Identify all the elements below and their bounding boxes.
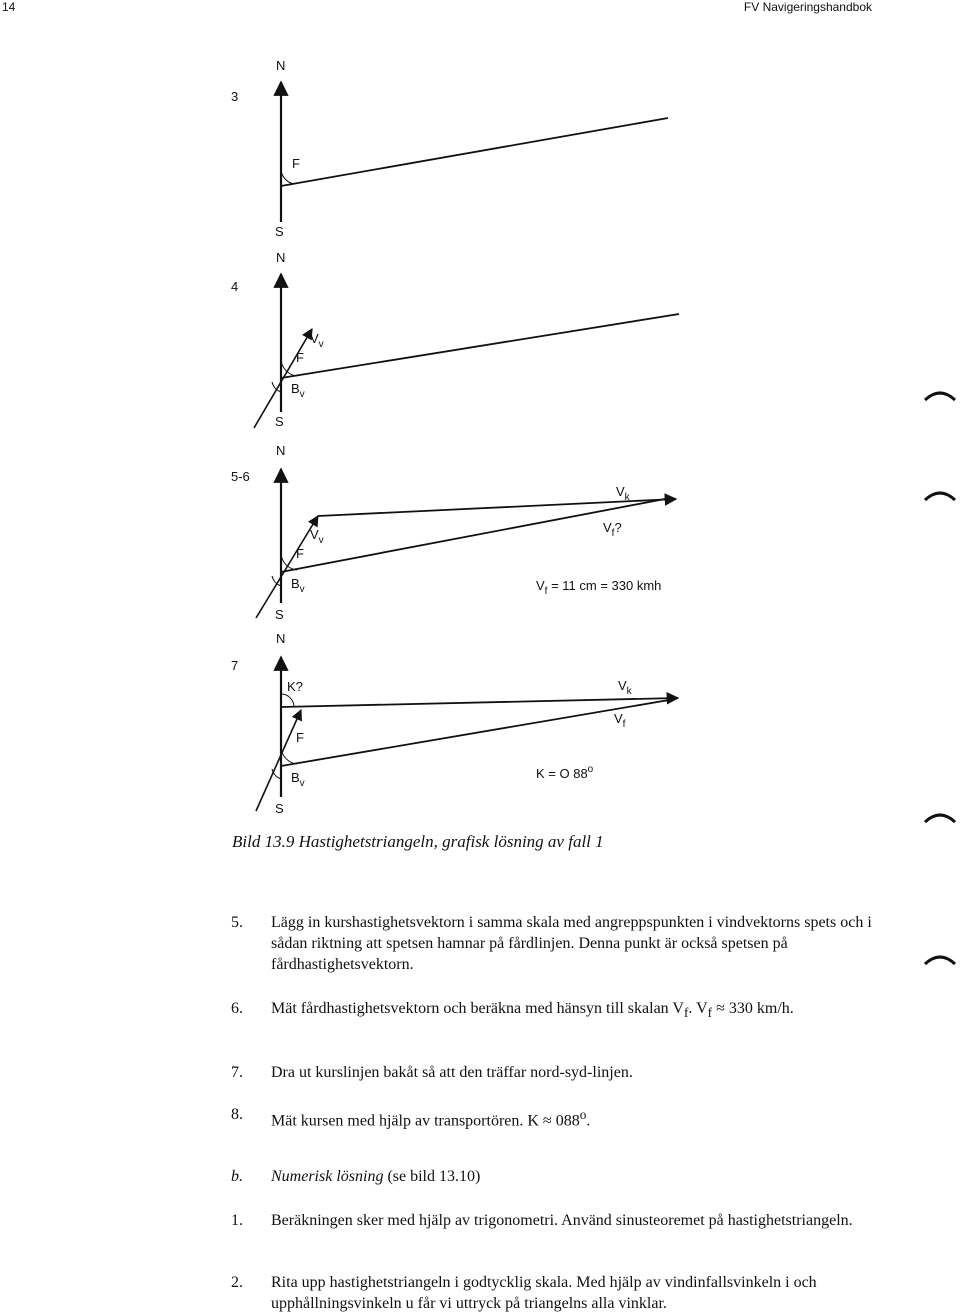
step-number: 1. <box>231 1212 243 1229</box>
K-query-label: K? <box>287 679 303 694</box>
page-number: 14 <box>2 0 16 14</box>
step-text: Beräkningen sker med hjälp av trigonometri. Använd sinusteoremet på hastighetstriangeln. <box>271 1212 853 1229</box>
panel-7-number: 7 <box>231 658 239 673</box>
south-label: S <box>275 414 284 429</box>
course-line <box>281 698 678 707</box>
margin-mark <box>920 946 960 968</box>
F-label: F <box>292 156 300 171</box>
scale-note: $V_f = 11$ cm = 330 kmh <box>536 578 662 597</box>
panel-7 <box>231 631 678 816</box>
panel-3-number: 3 <box>231 89 239 104</box>
north-label: N <box>276 250 286 265</box>
north-label: N <box>276 58 286 73</box>
book-title: FV Navigeringshandbok <box>743 0 872 14</box>
panel-4 <box>231 250 679 429</box>
Vk-label: $V_k$ <box>618 678 632 697</box>
panel-5-6 <box>231 443 676 622</box>
track-line <box>281 700 669 766</box>
panel-3 <box>231 58 668 239</box>
south-label: S <box>275 224 284 239</box>
margin-mark <box>925 393 955 400</box>
Vv-label: $V_v$ <box>310 527 324 546</box>
south-label: S <box>275 607 284 622</box>
south-label: S <box>275 801 284 816</box>
panel-5-6-number: 5-6 <box>231 469 250 484</box>
F-label: F <box>296 350 304 365</box>
Bv-label: $B_v$ <box>291 576 305 595</box>
north-label: N <box>276 443 286 458</box>
panel-4-number: 4 <box>231 279 239 294</box>
Vk-label: $V_k$ <box>616 484 630 503</box>
drift-angle-arc <box>281 554 297 570</box>
figure-caption: Bild 13.9 Hastighetstriangeln, grafisk lösning av fall 1 <box>232 832 604 851</box>
step-number: 2. <box>231 1274 243 1291</box>
step-text: Mät fårdhastighetsvektorn och beräkna med hänsyn till skalan $V_f$. $V_f \approx 330$ km/h. <box>271 1000 794 1021</box>
north-label: N <box>276 631 286 646</box>
step-text: Rita upp hastighetstriangeln i godtycklig skala. Med hjälp av vindinfallsvinkeln i och upphållningsvinkeln u får vi uttryck på triangelns alla vinklar. <box>271 1274 817 1312</box>
Bv-label: $B_v$ <box>291 770 305 789</box>
step-number: 5. <box>231 914 243 931</box>
section-letter: b. <box>231 1168 243 1185</box>
margin-mark <box>925 493 955 500</box>
F-label: F <box>296 546 304 561</box>
margin-mark <box>925 815 955 822</box>
step-number: 8. <box>231 1106 243 1123</box>
course-angle-arc <box>281 694 294 707</box>
course-note: K = O 88$^o$ <box>536 764 594 781</box>
F-label: F <box>296 730 304 745</box>
track-line <box>281 118 668 186</box>
Bv-label: $B_v$ <box>291 381 305 400</box>
Vf-label: $V_f$ <box>614 711 626 730</box>
step-text: Mät kursen med hjälp av transportören. $K \approx 088^o$. <box>271 1107 591 1130</box>
margin-marks <box>925 393 955 822</box>
step-number: 6. <box>231 1000 243 1017</box>
Vv-label: $V_v$ <box>310 331 324 350</box>
Vf-query-label: $V_f$? <box>603 520 622 539</box>
wind-vector <box>256 710 301 811</box>
track-line <box>281 314 679 378</box>
step-number: 7. <box>231 1064 243 1081</box>
step-text: Lägg in kurshastighetsvektorn i samma skala med angreppspunkten i vindvektorns spets och i sådan riktning att spetsen hamnar på fårdlinjen. Denna punkt är också spetsen på fårdhastighetsvektorn. <box>271 914 872 973</box>
step-text: Dra ut kurslinjen bakåt så att den träffar nord-syd-linjen. <box>271 1064 633 1081</box>
section-heading: Numerisk lösning (se bild 13.10) <box>271 1168 481 1185</box>
